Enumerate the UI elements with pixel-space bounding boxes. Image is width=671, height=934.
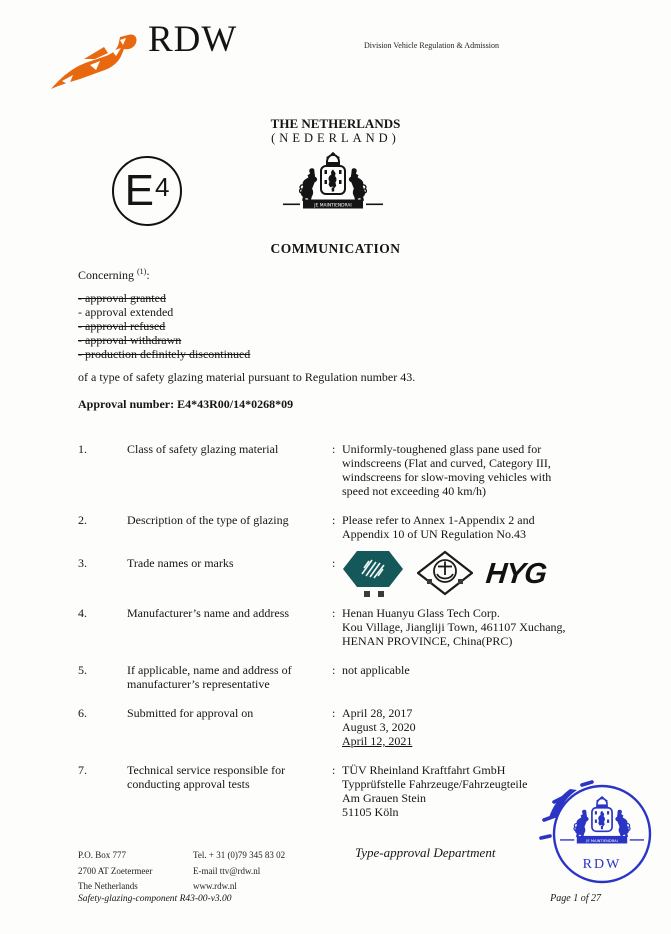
item-number: 5. bbox=[78, 663, 87, 677]
underlined-date: April 12, 2021 bbox=[342, 734, 413, 748]
footer-address: P.O. Box 777 2700 AT Zoetermeer The Netherlands bbox=[78, 850, 153, 891]
concerning-heading bbox=[78, 268, 594, 282]
document-body bbox=[78, 268, 594, 834]
concerning-option-extended: - approval extended bbox=[78, 305, 174, 319]
item-row-2 bbox=[78, 513, 594, 541]
item-colon: : bbox=[332, 606, 336, 620]
footnote-reference: (1) bbox=[137, 267, 147, 276]
item-row-7 bbox=[78, 763, 594, 819]
concerning-word: Concerning bbox=[78, 268, 134, 282]
concerning-option-withdrawn: - approval withdrawn bbox=[78, 333, 182, 347]
page-number: Page 1 of 27 bbox=[550, 893, 601, 904]
department-signature: Type-approval Department bbox=[355, 845, 496, 860]
footer-contact-block bbox=[78, 848, 285, 895]
rdw-logo-text: RDW bbox=[148, 19, 238, 60]
item-colon: : bbox=[332, 513, 336, 527]
item-label: Submitted for approval on bbox=[127, 706, 254, 720]
country-title: THE NETHERLANDS bbox=[270, 116, 401, 131]
stamp-rdw-text: RDW bbox=[582, 857, 622, 872]
item-colon: : bbox=[332, 556, 336, 570]
item-label: Class of safety glazing material bbox=[127, 442, 279, 456]
item-row-4 bbox=[78, 606, 594, 648]
hyg-wordmark: HYG bbox=[484, 557, 548, 590]
e-mark-letter: E bbox=[124, 166, 154, 215]
item-row-6 bbox=[78, 706, 594, 748]
numbered-items bbox=[78, 442, 594, 819]
rdw-stamp-icon bbox=[536, 778, 664, 890]
item-label: If applicable, name and address of manufacturer’s representative bbox=[127, 663, 292, 691]
e4-approval-mark bbox=[112, 156, 182, 226]
concerning-option-refused: - approval refused bbox=[78, 319, 166, 333]
item-value: not applicable bbox=[342, 663, 410, 677]
item-value: April 28, 2017 August 3, 2020 April 12, 2021 bbox=[342, 706, 594, 748]
approval-number: Approval number: E4*43R00/14*0268*09 bbox=[78, 397, 294, 411]
huanyu-hexagon-logo-icon bbox=[342, 550, 404, 598]
concerning-option-granted: - approval granted bbox=[78, 291, 166, 305]
rdw-feather-logo-icon bbox=[50, 28, 145, 90]
doc-type-title: COMMUNICATION bbox=[270, 241, 401, 256]
item-row-1 bbox=[78, 442, 594, 498]
trademark-logos bbox=[342, 550, 594, 598]
footer-phone-email: Tel. + 31 (0)79 345 83 02 E-mail ttv@rdw.nl www.rdw.nl bbox=[193, 850, 286, 891]
item-row-3 bbox=[78, 556, 594, 598]
stamp-motto-text: JE MAINTIENDRAI bbox=[586, 838, 618, 843]
item-colon: : bbox=[332, 706, 336, 720]
item-value: Please refer to Annex 1-Appendix 2 and Appendix 10 of UN Regulation No.43 bbox=[342, 513, 535, 541]
dutch-coat-of-arms-icon bbox=[283, 152, 383, 214]
item-label: Trade names or marks bbox=[127, 556, 234, 570]
item-colon: : bbox=[332, 663, 336, 677]
item-value: Henan Huanyu Glass Tech Corp. Kou Village, Jiangliji Town, 461107 Xuchang, HENAN PROVINCE, China(PRC) bbox=[342, 606, 566, 648]
division-title: Division Vehicle Regulation & Admission bbox=[364, 41, 499, 50]
subject-line: of a type of safety glazing material pursuant to Regulation number 43. bbox=[78, 370, 416, 384]
concerning-colon: : bbox=[146, 268, 150, 282]
item-value: TÜV Rheinland Kraftfahrt GmbH Typprüfstelle Fahrzeuge/Fahrzeugteile Am Grauen Stein 51105 Köln bbox=[342, 763, 528, 819]
item-value: Uniformly-toughened glass pane used for windscreens (Flat and curved, Category III, windscreens for slow-moving vehicles with speed not exceeding 40 km/h) bbox=[342, 442, 552, 498]
item-label: Manufacturer’s name and address bbox=[127, 606, 290, 620]
item-number: 6. bbox=[78, 706, 87, 720]
item-row-5 bbox=[78, 663, 594, 691]
item-number: 1. bbox=[78, 442, 87, 456]
item-value bbox=[342, 556, 594, 598]
document-reference: Safety-glazing-component R43-00-v3.00 bbox=[78, 894, 232, 904]
item-colon: : bbox=[332, 763, 336, 777]
diamond-circle-logo-icon bbox=[417, 550, 473, 598]
item-number: 2. bbox=[78, 513, 87, 527]
e-mark-number: 4 bbox=[154, 172, 170, 202]
item-label: Description of the type of glazing bbox=[127, 513, 289, 527]
country-native-title: (NEDERLAND) bbox=[271, 131, 400, 145]
item-number: 7. bbox=[78, 763, 87, 777]
item-colon: : bbox=[332, 442, 336, 456]
item-number: 4. bbox=[78, 606, 87, 620]
motto-text: JE MAINTIENDRAI bbox=[314, 203, 352, 209]
item-number: 3. bbox=[78, 556, 87, 570]
item-label: Technical service responsible for conducting approval tests bbox=[127, 763, 286, 791]
concerning-option-discontinued: - production definitely discontinued bbox=[78, 347, 251, 361]
